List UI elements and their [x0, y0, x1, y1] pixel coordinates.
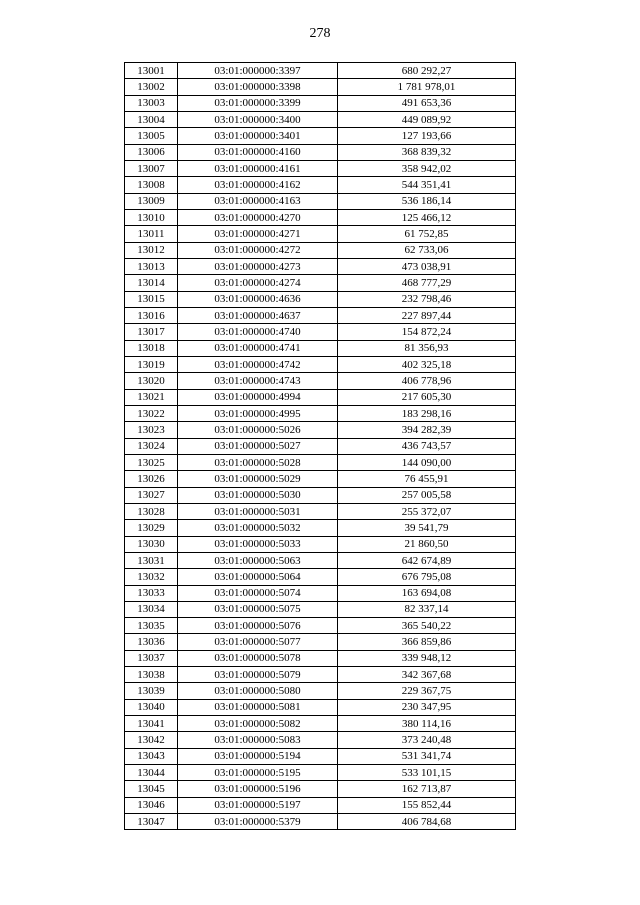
table-row	[125, 79, 516, 95]
cadastral-number-cell: 03:01:000000:4274	[178, 275, 338, 291]
row-number-cell: 13011	[125, 226, 178, 242]
cadastral-number-cell: 03:01:000000:4636	[178, 291, 338, 307]
table-row	[125, 324, 516, 340]
table-row	[125, 797, 516, 813]
row-number-cell: 13002	[125, 79, 178, 95]
cadastral-value-cell: 1 781 978,01	[338, 79, 516, 95]
table-row	[125, 601, 516, 617]
row-number-cell: 13018	[125, 340, 178, 356]
cadastral-number-cell: 03:01:000000:5079	[178, 667, 338, 683]
table-row	[125, 438, 516, 454]
row-number-cell: 13003	[125, 95, 178, 111]
row-number-cell: 13025	[125, 454, 178, 470]
table-row	[125, 160, 516, 176]
page-number: 278	[309, 26, 331, 41]
table-row	[125, 552, 516, 568]
cadastral-value-cell: 680 292,27	[338, 63, 516, 79]
table-row	[125, 650, 516, 666]
cadastral-number-cell: 03:01:000000:4994	[178, 389, 338, 405]
table-row	[125, 95, 516, 111]
row-number-cell: 13020	[125, 373, 178, 389]
cadastral-number-cell: 03:01:000000:4272	[178, 242, 338, 258]
cadastral-value-cell: 255 372,07	[338, 503, 516, 519]
cadastral-value-cell: 232 798,46	[338, 291, 516, 307]
row-number-cell: 13041	[125, 716, 178, 732]
row-number-cell: 13026	[125, 471, 178, 487]
table-row	[125, 536, 516, 552]
table-row	[125, 291, 516, 307]
cadastral-number-cell: 03:01:000000:4270	[178, 209, 338, 225]
table-row	[125, 765, 516, 781]
cadastral-number-cell: 03:01:000000:5028	[178, 454, 338, 470]
row-number-cell: 13021	[125, 389, 178, 405]
cadastral-value-cell: 358 942,02	[338, 160, 516, 176]
cadastral-number-cell: 03:01:000000:4637	[178, 307, 338, 323]
cadastral-number-cell: 03:01:000000:4162	[178, 177, 338, 193]
table-row	[125, 487, 516, 503]
table-row	[125, 177, 516, 193]
cadastral-value-cell: 183 298,16	[338, 405, 516, 421]
cadastral-number-cell: 03:01:000000:5076	[178, 618, 338, 634]
table-row	[125, 814, 516, 830]
table-row	[125, 667, 516, 683]
row-number-cell: 13033	[125, 585, 178, 601]
row-number-cell: 13045	[125, 781, 178, 797]
cadastral-value-cell: 380 114,16	[338, 716, 516, 732]
cadastral-number-cell: 03:01:000000:5082	[178, 716, 338, 732]
cadastral-number-cell: 03:01:000000:5379	[178, 814, 338, 830]
row-number-cell: 13040	[125, 699, 178, 715]
cadastral-number-cell: 03:01:000000:5080	[178, 683, 338, 699]
row-number-cell: 13027	[125, 487, 178, 503]
cadastral-number-cell: 03:01:000000:4995	[178, 405, 338, 421]
row-number-cell: 13030	[125, 536, 178, 552]
cadastral-number-cell: 03:01:000000:5196	[178, 781, 338, 797]
cadastral-number-cell: 03:01:000000:4273	[178, 258, 338, 274]
cadastral-number-cell: 03:01:000000:3399	[178, 95, 338, 111]
table-row	[125, 618, 516, 634]
row-number-cell: 13028	[125, 503, 178, 519]
cadastral-value-cell: 544 351,41	[338, 177, 516, 193]
table-row	[125, 634, 516, 650]
table-row	[125, 520, 516, 536]
cadastral-value-cell: 394 282,39	[338, 422, 516, 438]
cadastral-value-cell: 61 752,85	[338, 226, 516, 242]
row-number-cell: 13023	[125, 422, 178, 438]
row-number-cell: 13032	[125, 569, 178, 585]
row-number-cell: 13009	[125, 193, 178, 209]
table-row	[125, 275, 516, 291]
table-row	[125, 242, 516, 258]
row-number-cell: 13024	[125, 438, 178, 454]
table-row	[125, 683, 516, 699]
cadastral-number-cell: 03:01:000000:5078	[178, 650, 338, 666]
cadastral-value-cell: 227 897,44	[338, 307, 516, 323]
row-number-cell: 13010	[125, 209, 178, 225]
row-number-cell: 13013	[125, 258, 178, 274]
cadastral-value-cell: 217 605,30	[338, 389, 516, 405]
cadastral-value-cell: 339 948,12	[338, 650, 516, 666]
cadastral-number-cell: 03:01:000000:4161	[178, 160, 338, 176]
cadastral-value-cell: 82 337,14	[338, 601, 516, 617]
row-number-cell: 13012	[125, 242, 178, 258]
table-row	[125, 781, 516, 797]
cadastral-value-cell: 154 872,24	[338, 324, 516, 340]
table-row	[125, 716, 516, 732]
cadastral-value-cell: 468 777,29	[338, 275, 516, 291]
cadastral-value-cell: 76 455,91	[338, 471, 516, 487]
table-row	[125, 405, 516, 421]
row-number-cell: 13022	[125, 405, 178, 421]
table-row	[125, 258, 516, 274]
table-row	[125, 193, 516, 209]
cadastral-number-cell: 03:01:000000:5063	[178, 552, 338, 568]
row-number-cell: 13035	[125, 618, 178, 634]
row-number-cell: 13039	[125, 683, 178, 699]
cadastral-value-cell: 230 347,95	[338, 699, 516, 715]
table-row	[125, 373, 516, 389]
cadastral-number-cell: 03:01:000000:5195	[178, 765, 338, 781]
cadastral-value-cell: 162 713,87	[338, 781, 516, 797]
cadastral-value-cell: 473 038,91	[338, 258, 516, 274]
row-number-cell: 13047	[125, 814, 178, 830]
row-number-cell: 13016	[125, 307, 178, 323]
row-number-cell: 13019	[125, 356, 178, 372]
cadastral-value-cell: 642 674,89	[338, 552, 516, 568]
row-number-cell: 13044	[125, 765, 178, 781]
table-row	[125, 356, 516, 372]
cadastral-number-cell: 03:01:000000:5027	[178, 438, 338, 454]
cadastral-number-cell: 03:01:000000:5194	[178, 748, 338, 764]
row-number-cell: 13029	[125, 520, 178, 536]
cadastral-value-cell: 155 852,44	[338, 797, 516, 813]
table-row	[125, 699, 516, 715]
cadastral-value-cell: 257 005,58	[338, 487, 516, 503]
row-number-cell: 13004	[125, 111, 178, 127]
row-number-cell: 13043	[125, 748, 178, 764]
cadastral-number-cell: 03:01:000000:5074	[178, 585, 338, 601]
row-number-cell: 13005	[125, 128, 178, 144]
row-number-cell: 13036	[125, 634, 178, 650]
row-number-cell: 13046	[125, 797, 178, 813]
cadastral-number-cell: 03:01:000000:5081	[178, 699, 338, 715]
cadastral-value-cell: 373 240,48	[338, 732, 516, 748]
cadastral-number-cell: 03:01:000000:5030	[178, 487, 338, 503]
cadastral-number-cell: 03:01:000000:5032	[178, 520, 338, 536]
row-number-cell: 13006	[125, 144, 178, 160]
cadastral-number-cell: 03:01:000000:5029	[178, 471, 338, 487]
cadastral-number-cell: 03:01:000000:5031	[178, 503, 338, 519]
cadastral-value-cell: 676 795,08	[338, 569, 516, 585]
table-row	[125, 569, 516, 585]
table-row	[125, 732, 516, 748]
table-row	[125, 144, 516, 160]
cadastral-value-cell: 144 090,00	[338, 454, 516, 470]
cadastral-value-cell: 365 540,22	[338, 618, 516, 634]
table-row	[125, 111, 516, 127]
cadastral-value-cell: 536 186,14	[338, 193, 516, 209]
row-number-cell: 13015	[125, 291, 178, 307]
cadastral-value-cell: 21 860,50	[338, 536, 516, 552]
table-row	[125, 307, 516, 323]
cadastral-number-cell: 03:01:000000:5033	[178, 536, 338, 552]
row-number-cell: 13031	[125, 552, 178, 568]
table-row	[125, 422, 516, 438]
cadastral-value-cell: 531 341,74	[338, 748, 516, 764]
row-number-cell: 13034	[125, 601, 178, 617]
row-number-cell: 13017	[125, 324, 178, 340]
table-row	[125, 503, 516, 519]
cadastral-value-cell: 39 541,79	[338, 520, 516, 536]
table-row	[125, 63, 516, 79]
table-row	[125, 471, 516, 487]
row-number-cell: 13014	[125, 275, 178, 291]
cadastral-value-cell: 368 839,32	[338, 144, 516, 160]
table-row	[125, 585, 516, 601]
row-number-cell: 13037	[125, 650, 178, 666]
row-number-cell: 13001	[125, 63, 178, 79]
row-number-cell: 13007	[125, 160, 178, 176]
cadastral-value-cell: 436 743,57	[338, 438, 516, 454]
row-number-cell: 13008	[125, 177, 178, 193]
cadastral-value-cell: 533 101,15	[338, 765, 516, 781]
cadastral-number-cell: 03:01:000000:5026	[178, 422, 338, 438]
table-row	[125, 128, 516, 144]
cadastral-number-cell: 03:01:000000:4160	[178, 144, 338, 160]
cadastral-number-cell: 03:01:000000:3401	[178, 128, 338, 144]
cadastral-number-cell: 03:01:000000:3398	[178, 79, 338, 95]
row-number-cell: 13038	[125, 667, 178, 683]
table-row	[125, 748, 516, 764]
cadastral-value-cell: 406 784,68	[338, 814, 516, 830]
table-row	[125, 340, 516, 356]
cadastral-value-table	[124, 62, 516, 830]
cadastral-value-cell: 127 193,66	[338, 128, 516, 144]
cadastral-value-cell: 449 089,92	[338, 111, 516, 127]
cadastral-value-cell: 62 733,06	[338, 242, 516, 258]
cadastral-number-cell: 03:01:000000:3397	[178, 63, 338, 79]
cadastral-value-cell: 342 367,68	[338, 667, 516, 683]
cadastral-value-cell: 406 778,96	[338, 373, 516, 389]
cadastral-value-cell: 81 356,93	[338, 340, 516, 356]
cadastral-value-cell: 125 466,12	[338, 209, 516, 225]
cadastral-value-cell: 366 859,86	[338, 634, 516, 650]
cadastral-number-cell: 03:01:000000:3400	[178, 111, 338, 127]
table-row	[125, 226, 516, 242]
cadastral-number-cell: 03:01:000000:5197	[178, 797, 338, 813]
table-row	[125, 389, 516, 405]
row-number-cell: 13042	[125, 732, 178, 748]
table-row	[125, 209, 516, 225]
cadastral-number-cell: 03:01:000000:4271	[178, 226, 338, 242]
table-row	[125, 454, 516, 470]
cadastral-number-cell: 03:01:000000:5077	[178, 634, 338, 650]
cadastral-value-cell: 491 653,36	[338, 95, 516, 111]
cadastral-number-cell: 03:01:000000:5075	[178, 601, 338, 617]
table-body	[125, 63, 516, 830]
cadastral-number-cell: 03:01:000000:4743	[178, 373, 338, 389]
cadastral-number-cell: 03:01:000000:4742	[178, 356, 338, 372]
cadastral-number-cell: 03:01:000000:4163	[178, 193, 338, 209]
cadastral-value-cell: 163 694,08	[338, 585, 516, 601]
cadastral-number-cell: 03:01:000000:4741	[178, 340, 338, 356]
cadastral-value-cell: 402 325,18	[338, 356, 516, 372]
cadastral-value-cell: 229 367,75	[338, 683, 516, 699]
cadastral-number-cell: 03:01:000000:4740	[178, 324, 338, 340]
cadastral-number-cell: 03:01:000000:5083	[178, 732, 338, 748]
cadastral-number-cell: 03:01:000000:5064	[178, 569, 338, 585]
